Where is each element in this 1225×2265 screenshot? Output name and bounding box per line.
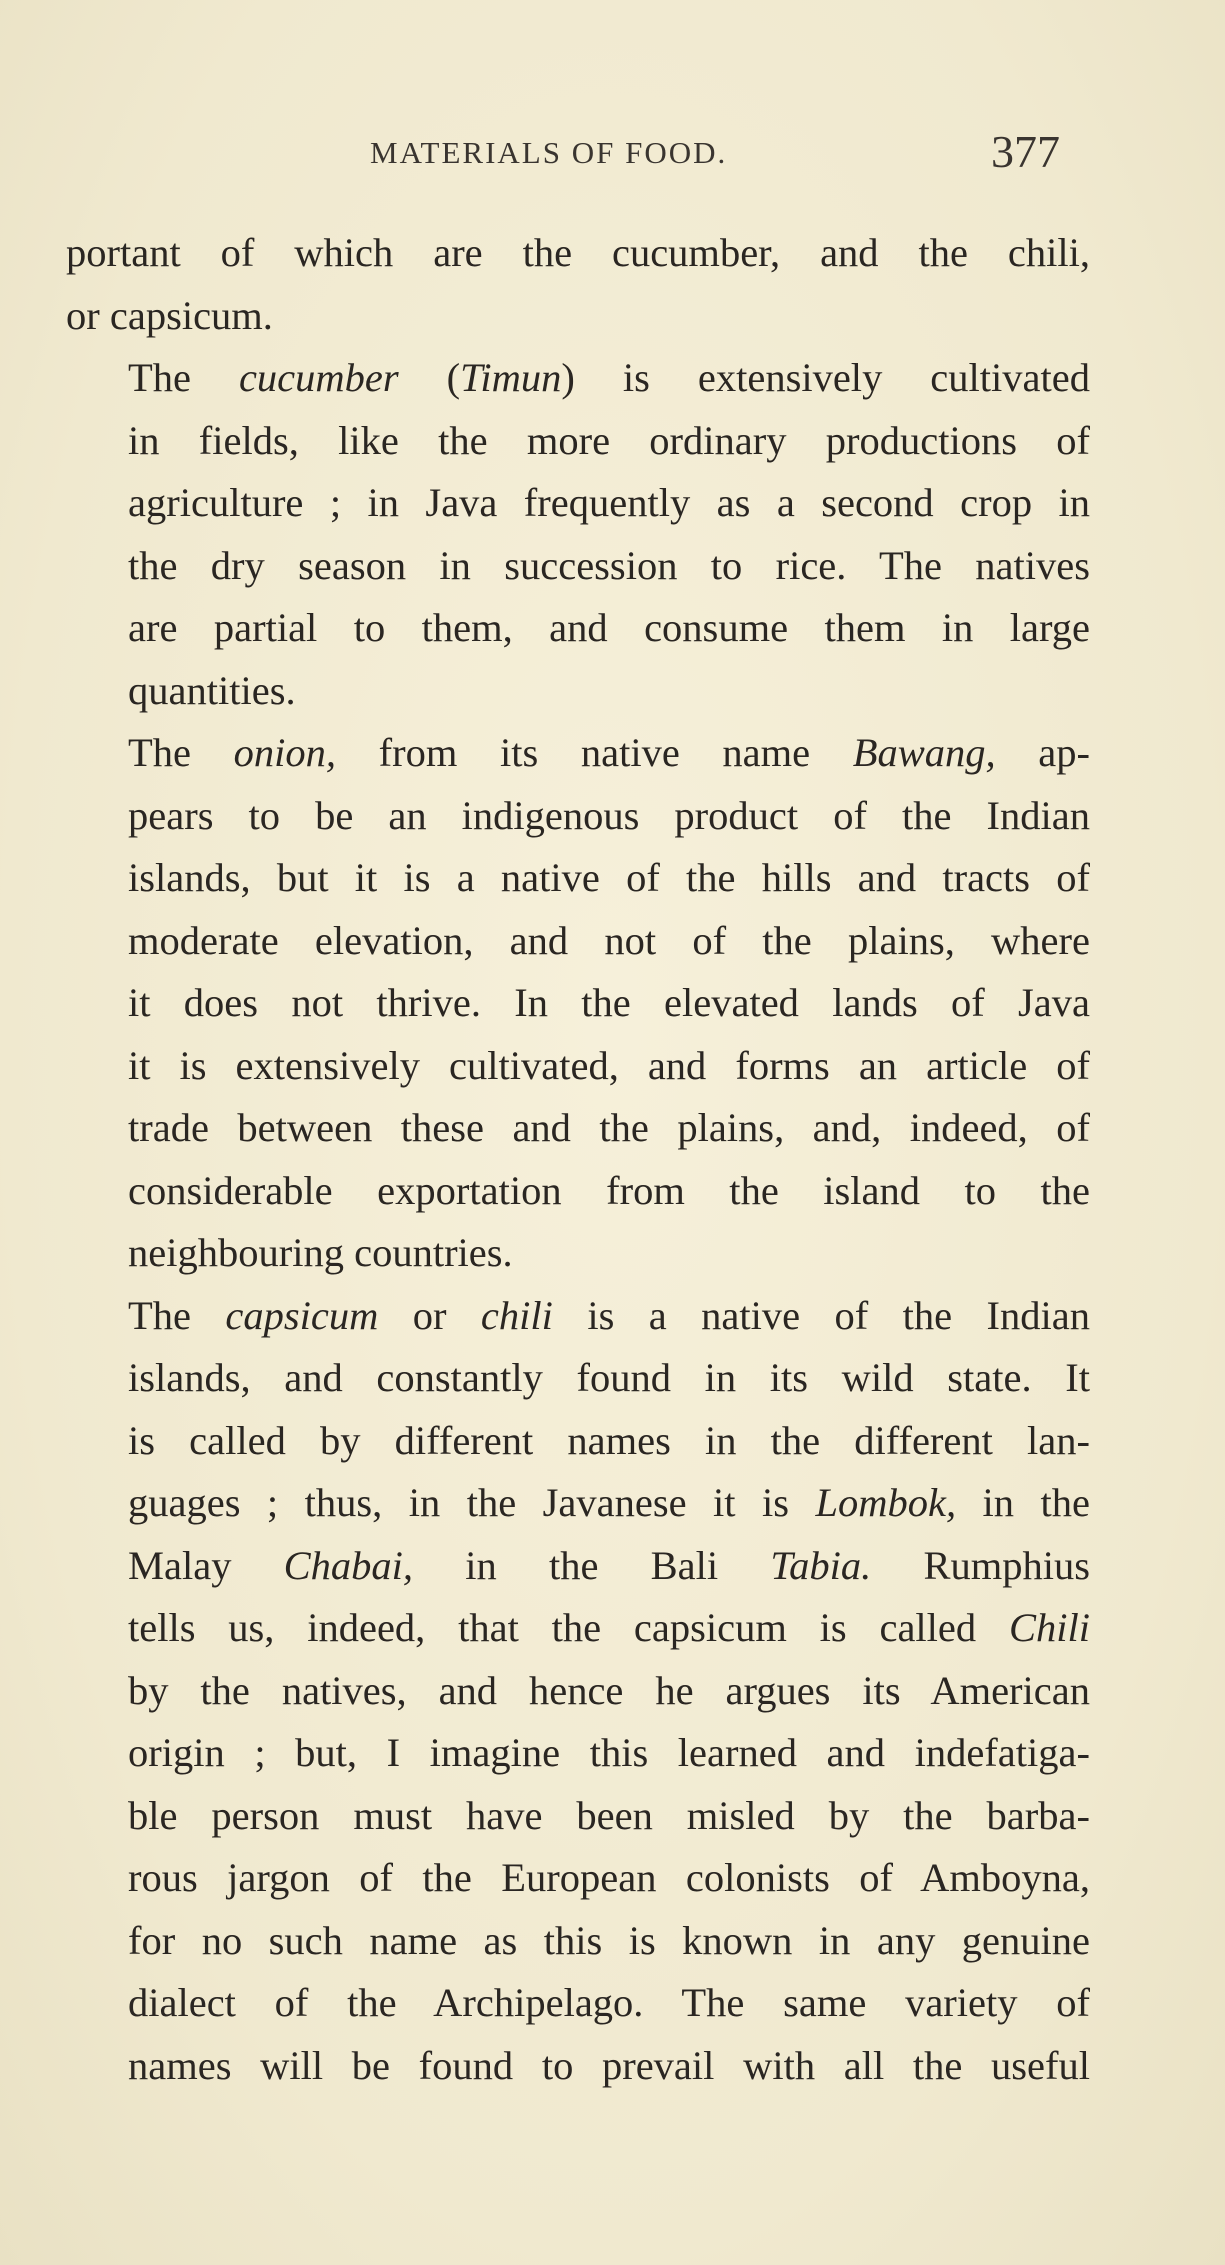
- text-line: The cucumber (Timun) is extensively cultivated: [128, 355, 1090, 400]
- paragraph-3: [66, 722, 1090, 1285]
- text-line: names will be found to prevail with all the useful: [128, 2042, 1090, 2088]
- italic-term: Timun: [460, 355, 562, 400]
- text-line: islands, but it is a native of the hills and tracts of: [128, 855, 1090, 900]
- text-line: pears to be an indigenous product of the Indian: [128, 792, 1090, 838]
- italic-term: chili: [480, 1292, 553, 1338]
- body-text: [66, 222, 1090, 2097]
- page-number: 377: [991, 126, 1060, 177]
- text-line: or capsicum.: [66, 292, 273, 338]
- text-line: ble person must have been misled by the barba-: [128, 1792, 1090, 1838]
- text-line: Malay Chabai, in the Bali Tabia. Rumphius: [128, 1542, 1090, 1588]
- text-line: quantities.: [128, 667, 296, 713]
- italic-term: Chili: [1008, 1605, 1090, 1650]
- text-line: it is extensively cultivated, and forms an article of: [128, 1042, 1090, 1088]
- text-line: by the natives, and hence he argues its American: [128, 1667, 1090, 1713]
- text-line: portant of which are the cucumber, and the chili,: [66, 230, 1090, 275]
- text-line: trade between these and the plains, and, indeed, of: [128, 1105, 1090, 1150]
- text-line: The onion, from its native name Bawang, ap-: [128, 730, 1090, 775]
- italic-term: Bawang,: [852, 730, 996, 775]
- italic-term: cucumber: [238, 355, 399, 400]
- text-line: the dry season in succession to rice. The natives: [128, 542, 1090, 588]
- text-line: considerable exportation from the island to the: [128, 1167, 1090, 1213]
- text-line: guages ; thus, in the Javanese it is Lombok, in the: [128, 1480, 1090, 1525]
- text-line: origin ; but, I imagine this learned and indefatiga-: [128, 1730, 1090, 1775]
- text-line: agriculture ; in Java frequently as a second crop in: [128, 480, 1090, 525]
- text-line: are partial to them, and consume them in large: [128, 605, 1090, 650]
- text-line: The capsicum or chili is a native of the Indian: [128, 1292, 1090, 1338]
- text-line: for no such name as this is known in any genuine: [128, 1917, 1090, 1963]
- italic-term: onion,: [233, 730, 336, 775]
- text-line: it does not thrive. In the elevated lands of Java: [128, 980, 1090, 1025]
- text-line: dialect of the Archipelago. The same variety of: [128, 1980, 1090, 2025]
- text-line: islands, and constantly found in its wild state. It: [128, 1355, 1090, 1400]
- text-line: moderate elevation, and not of the plains, where: [128, 917, 1090, 963]
- text-line: rous jargon of the European colonists of Amboyna,: [128, 1855, 1090, 1900]
- text-line: in fields, like the more ordinary productions of: [128, 417, 1090, 463]
- italic-term: Tabia.: [770, 1542, 872, 1588]
- text-line: is called by different names in the different lan-: [128, 1417, 1090, 1463]
- paragraph-2: [66, 347, 1090, 722]
- text-line: neighbouring countries.: [128, 1230, 513, 1275]
- paragraph-1: [66, 222, 1090, 347]
- italic-term: capsicum: [225, 1292, 379, 1338]
- paragraph-4: [66, 1285, 1090, 2098]
- text-line: tells us, indeed, that the capsicum is called Chili: [128, 1605, 1090, 1650]
- italic-term: Lombok,: [815, 1480, 957, 1525]
- running-head: [370, 125, 1060, 185]
- italic-term: Chabai,: [283, 1542, 414, 1588]
- running-title: MATERIALS OF FOOD.: [370, 135, 728, 170]
